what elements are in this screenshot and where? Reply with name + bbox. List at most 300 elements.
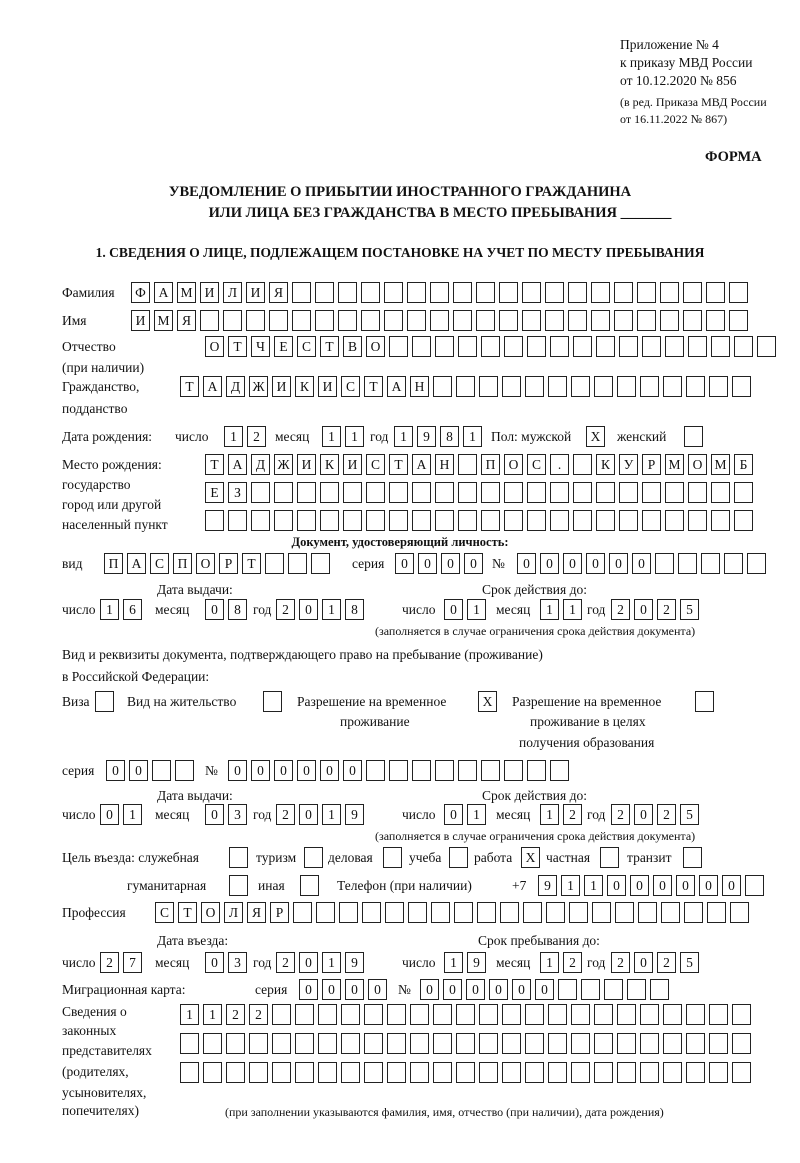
char-box[interactable]: 2 — [276, 599, 295, 620]
char-box[interactable]: 0 — [129, 760, 148, 781]
char-box[interactable]: С — [366, 454, 385, 475]
char-box[interactable] — [684, 426, 703, 447]
char-box[interactable] — [95, 691, 114, 712]
char-box[interactable] — [550, 482, 569, 503]
char-box[interactable] — [678, 553, 697, 574]
char-box[interactable]: З — [228, 482, 247, 503]
char-box[interactable] — [642, 510, 661, 531]
char-box[interactable]: 5 — [680, 952, 699, 973]
char-box[interactable]: 0 — [420, 979, 439, 1000]
char-box[interactable] — [592, 902, 611, 923]
char-box[interactable] — [343, 482, 362, 503]
char-box[interactable]: 0 — [634, 599, 653, 620]
char-box[interactable] — [502, 1004, 521, 1025]
char-box[interactable] — [269, 310, 288, 331]
char-box[interactable] — [502, 1062, 521, 1083]
char-box[interactable]: 3 — [228, 952, 247, 973]
char-box[interactable] — [569, 902, 588, 923]
char-box[interactable] — [412, 336, 431, 357]
char-box[interactable] — [709, 1062, 728, 1083]
char-box[interactable] — [458, 336, 477, 357]
char-box[interactable] — [523, 902, 542, 923]
char-box[interactable] — [732, 376, 751, 397]
char-box[interactable] — [637, 282, 656, 303]
char-box[interactable] — [223, 310, 242, 331]
char-box[interactable] — [384, 310, 403, 331]
char-box[interactable]: 2 — [226, 1004, 245, 1025]
char-box[interactable]: А — [387, 376, 406, 397]
char-box[interactable] — [430, 282, 449, 303]
char-box[interactable] — [304, 847, 323, 868]
char-box[interactable]: 2 — [249, 1004, 268, 1025]
char-box[interactable] — [383, 847, 402, 868]
char-box[interactable] — [456, 376, 475, 397]
char-box[interactable] — [479, 376, 498, 397]
char-box[interactable] — [525, 1062, 544, 1083]
char-box[interactable]: 2 — [657, 599, 676, 620]
char-box[interactable]: 1 — [540, 952, 559, 973]
char-box[interactable] — [663, 1004, 682, 1025]
char-box[interactable]: Т — [389, 454, 408, 475]
char-box[interactable] — [683, 282, 702, 303]
char-box[interactable] — [548, 1004, 567, 1025]
char-box[interactable]: 2 — [611, 804, 630, 825]
char-box[interactable] — [338, 282, 357, 303]
char-box[interactable] — [318, 1062, 337, 1083]
char-box[interactable] — [594, 1062, 613, 1083]
char-box[interactable] — [732, 1062, 751, 1083]
char-box[interactable]: П — [173, 553, 192, 574]
char-box[interactable] — [430, 310, 449, 331]
char-box[interactable] — [481, 510, 500, 531]
char-box[interactable] — [594, 376, 613, 397]
char-box[interactable] — [525, 376, 544, 397]
char-box[interactable] — [591, 282, 610, 303]
char-box[interactable] — [180, 1062, 199, 1083]
char-box[interactable] — [361, 282, 380, 303]
char-box[interactable]: П — [104, 553, 123, 574]
char-box[interactable] — [481, 482, 500, 503]
char-box[interactable]: 9 — [345, 952, 364, 973]
char-box[interactable]: 2 — [247, 426, 266, 447]
char-box[interactable] — [502, 376, 521, 397]
char-box[interactable]: 0 — [343, 760, 362, 781]
char-box[interactable] — [364, 1004, 383, 1025]
char-box[interactable] — [663, 1033, 682, 1054]
char-box[interactable] — [315, 310, 334, 331]
char-box[interactable] — [316, 902, 335, 923]
char-box[interactable]: И — [131, 310, 150, 331]
char-box[interactable] — [640, 1004, 659, 1025]
char-box[interactable] — [362, 902, 381, 923]
char-box[interactable] — [458, 510, 477, 531]
char-box[interactable]: О — [205, 336, 224, 357]
char-box[interactable] — [226, 1062, 245, 1083]
char-box[interactable] — [454, 902, 473, 923]
char-box[interactable] — [315, 282, 334, 303]
char-box[interactable] — [732, 1033, 751, 1054]
char-box[interactable]: Т — [178, 902, 197, 923]
char-box[interactable] — [709, 1004, 728, 1025]
char-box[interactable] — [311, 553, 330, 574]
char-box[interactable] — [338, 310, 357, 331]
char-box[interactable]: 1 — [203, 1004, 222, 1025]
char-box[interactable]: 1 — [444, 952, 463, 973]
char-box[interactable]: Ж — [249, 376, 268, 397]
char-box[interactable] — [637, 310, 656, 331]
char-box[interactable] — [638, 902, 657, 923]
char-box[interactable] — [180, 1033, 199, 1054]
char-box[interactable] — [640, 1033, 659, 1054]
char-box[interactable] — [200, 310, 219, 331]
char-box[interactable]: Н — [435, 454, 454, 475]
char-box[interactable] — [522, 310, 541, 331]
char-box[interactable]: 0 — [444, 804, 463, 825]
char-box[interactable] — [435, 482, 454, 503]
char-box[interactable] — [435, 336, 454, 357]
char-box[interactable]: А — [154, 282, 173, 303]
char-box[interactable] — [663, 1062, 682, 1083]
char-box[interactable]: X — [586, 426, 605, 447]
char-box[interactable]: А — [127, 553, 146, 574]
char-box[interactable] — [686, 1062, 705, 1083]
char-box[interactable] — [745, 875, 764, 896]
char-box[interactable] — [175, 760, 194, 781]
char-box[interactable] — [384, 282, 403, 303]
char-box[interactable] — [573, 336, 592, 357]
char-box[interactable]: И — [297, 454, 316, 475]
char-box[interactable]: 1 — [123, 804, 142, 825]
char-box[interactable]: 1 — [224, 426, 243, 447]
char-box[interactable] — [571, 1033, 590, 1054]
char-box[interactable] — [265, 553, 284, 574]
char-box[interactable] — [410, 1062, 429, 1083]
char-box[interactable] — [688, 510, 707, 531]
char-box[interactable]: 1 — [540, 804, 559, 825]
char-box[interactable]: 8 — [345, 599, 364, 620]
char-box[interactable]: 0 — [299, 804, 318, 825]
char-box[interactable] — [683, 847, 702, 868]
char-box[interactable]: 1 — [322, 804, 341, 825]
char-box[interactable]: И — [272, 376, 291, 397]
char-box[interactable] — [453, 282, 472, 303]
char-box[interactable]: 1 — [322, 599, 341, 620]
char-box[interactable] — [389, 510, 408, 531]
char-box[interactable]: 1 — [100, 599, 119, 620]
char-box[interactable] — [407, 282, 426, 303]
char-box[interactable]: 9 — [538, 875, 557, 896]
char-box[interactable]: М — [177, 282, 196, 303]
char-box[interactable] — [734, 510, 753, 531]
char-box[interactable]: 0 — [540, 553, 559, 574]
char-box[interactable]: С — [297, 336, 316, 357]
char-box[interactable] — [476, 310, 495, 331]
char-box[interactable] — [481, 760, 500, 781]
char-box[interactable]: 8 — [440, 426, 459, 447]
char-box[interactable] — [385, 902, 404, 923]
char-box[interactable]: С — [527, 454, 546, 475]
char-box[interactable] — [701, 553, 720, 574]
char-box[interactable]: 2 — [276, 952, 295, 973]
char-box[interactable] — [481, 336, 500, 357]
char-box[interactable] — [431, 902, 450, 923]
char-box[interactable]: 2 — [611, 599, 630, 620]
char-box[interactable] — [364, 1062, 383, 1083]
char-box[interactable]: О — [688, 454, 707, 475]
char-box[interactable]: С — [155, 902, 174, 923]
char-box[interactable] — [732, 1004, 751, 1025]
char-box[interactable] — [433, 1033, 452, 1054]
char-box[interactable] — [288, 553, 307, 574]
char-box[interactable]: Т — [242, 553, 261, 574]
char-box[interactable]: А — [228, 454, 247, 475]
char-box[interactable]: К — [596, 454, 615, 475]
char-box[interactable] — [246, 310, 265, 331]
char-box[interactable] — [456, 1062, 475, 1083]
char-box[interactable] — [545, 310, 564, 331]
char-box[interactable] — [684, 902, 703, 923]
char-box[interactable]: С — [150, 553, 169, 574]
char-box[interactable] — [757, 336, 776, 357]
char-box[interactable]: 5 — [680, 804, 699, 825]
char-box[interactable] — [479, 1004, 498, 1025]
char-box[interactable]: 0 — [466, 979, 485, 1000]
char-box[interactable]: И — [318, 376, 337, 397]
char-box[interactable] — [548, 1062, 567, 1083]
char-box[interactable]: 1 — [463, 426, 482, 447]
char-box[interactable] — [453, 310, 472, 331]
char-box[interactable] — [341, 1033, 360, 1054]
char-box[interactable] — [527, 510, 546, 531]
char-box[interactable]: 0 — [368, 979, 387, 1000]
char-box[interactable]: 0 — [299, 979, 318, 1000]
char-box[interactable]: 0 — [100, 804, 119, 825]
char-box[interactable] — [706, 282, 725, 303]
char-box[interactable] — [272, 1033, 291, 1054]
char-box[interactable]: Л — [224, 902, 243, 923]
char-box[interactable]: 1 — [180, 1004, 199, 1025]
char-box[interactable] — [364, 1033, 383, 1054]
char-box[interactable] — [571, 1004, 590, 1025]
char-box[interactable] — [709, 1033, 728, 1054]
char-box[interactable]: 2 — [657, 952, 676, 973]
char-box[interactable] — [456, 1033, 475, 1054]
char-box[interactable]: У — [619, 454, 638, 475]
char-box[interactable]: О — [366, 336, 385, 357]
char-box[interactable] — [226, 1033, 245, 1054]
char-box[interactable]: Т — [205, 454, 224, 475]
char-box[interactable]: X — [521, 847, 540, 868]
char-box[interactable] — [596, 510, 615, 531]
char-box[interactable] — [205, 510, 224, 531]
char-box[interactable] — [686, 1004, 705, 1025]
char-box[interactable]: 0 — [395, 553, 414, 574]
char-box[interactable]: 7 — [123, 952, 142, 973]
char-box[interactable] — [499, 310, 518, 331]
char-box[interactable]: Т — [180, 376, 199, 397]
char-box[interactable] — [571, 1062, 590, 1083]
char-box[interactable]: Т — [364, 376, 383, 397]
char-box[interactable]: 0 — [418, 553, 437, 574]
char-box[interactable] — [274, 510, 293, 531]
char-box[interactable] — [433, 376, 452, 397]
char-box[interactable]: 2 — [276, 804, 295, 825]
char-box[interactable] — [251, 510, 270, 531]
char-box[interactable]: О — [504, 454, 523, 475]
char-box[interactable]: И — [200, 282, 219, 303]
char-box[interactable]: 1 — [584, 875, 603, 896]
char-box[interactable]: 0 — [106, 760, 125, 781]
char-box[interactable]: 1 — [540, 599, 559, 620]
char-box[interactable]: 0 — [535, 979, 554, 1000]
char-box[interactable] — [263, 691, 282, 712]
char-box[interactable]: 0 — [699, 875, 718, 896]
char-box[interactable]: Б — [734, 454, 753, 475]
char-box[interactable] — [229, 875, 248, 896]
char-box[interactable]: 2 — [563, 952, 582, 973]
char-box[interactable] — [550, 760, 569, 781]
char-box[interactable] — [711, 510, 730, 531]
char-box[interactable]: 9 — [417, 426, 436, 447]
char-box[interactable]: Я — [269, 282, 288, 303]
char-box[interactable] — [458, 760, 477, 781]
char-box[interactable]: 0 — [251, 760, 270, 781]
char-box[interactable] — [709, 376, 728, 397]
char-box[interactable] — [435, 510, 454, 531]
char-box[interactable] — [361, 310, 380, 331]
char-box[interactable]: 0 — [489, 979, 508, 1000]
char-box[interactable] — [389, 482, 408, 503]
char-box[interactable] — [387, 1004, 406, 1025]
char-box[interactable] — [479, 1062, 498, 1083]
char-box[interactable] — [550, 510, 569, 531]
char-box[interactable] — [203, 1062, 222, 1083]
char-box[interactable] — [435, 760, 454, 781]
char-box[interactable]: 9 — [467, 952, 486, 973]
char-box[interactable] — [724, 553, 743, 574]
char-box[interactable] — [341, 1062, 360, 1083]
char-box[interactable] — [499, 282, 518, 303]
char-box[interactable]: Р — [642, 454, 661, 475]
char-box[interactable] — [412, 760, 431, 781]
char-box[interactable] — [456, 1004, 475, 1025]
char-box[interactable] — [525, 1004, 544, 1025]
char-box[interactable] — [548, 376, 567, 397]
char-box[interactable] — [642, 336, 661, 357]
char-box[interactable]: 1 — [322, 952, 341, 973]
char-box[interactable] — [627, 979, 646, 1000]
char-box[interactable]: 0 — [517, 553, 536, 574]
char-box[interactable] — [619, 482, 638, 503]
char-box[interactable] — [734, 482, 753, 503]
char-box[interactable]: 0 — [607, 875, 626, 896]
char-box[interactable] — [688, 482, 707, 503]
char-box[interactable] — [433, 1004, 452, 1025]
char-box[interactable]: 0 — [634, 952, 653, 973]
char-box[interactable]: О — [196, 553, 215, 574]
char-box[interactable]: Т — [320, 336, 339, 357]
char-box[interactable] — [318, 1033, 337, 1054]
char-box[interactable]: С — [341, 376, 360, 397]
char-box[interactable] — [600, 847, 619, 868]
char-box[interactable]: 1 — [561, 875, 580, 896]
char-box[interactable]: Н — [410, 376, 429, 397]
char-box[interactable] — [596, 482, 615, 503]
char-box[interactable] — [665, 510, 684, 531]
char-box[interactable]: И — [343, 454, 362, 475]
char-box[interactable]: 8 — [228, 599, 247, 620]
char-box[interactable]: 0 — [297, 760, 316, 781]
char-box[interactable]: 0 — [320, 760, 339, 781]
char-box[interactable]: 1 — [345, 426, 364, 447]
char-box[interactable]: Л — [223, 282, 242, 303]
char-box[interactable] — [366, 510, 385, 531]
char-box[interactable]: 0 — [299, 599, 318, 620]
char-box[interactable]: К — [295, 376, 314, 397]
char-box[interactable] — [665, 336, 684, 357]
char-box[interactable]: 0 — [444, 599, 463, 620]
char-box[interactable] — [568, 310, 587, 331]
char-box[interactable]: М — [665, 454, 684, 475]
char-box[interactable]: 0 — [630, 875, 649, 896]
char-box[interactable] — [573, 482, 592, 503]
char-box[interactable] — [525, 1033, 544, 1054]
char-box[interactable] — [711, 336, 730, 357]
char-box[interactable]: 2 — [100, 952, 119, 973]
char-box[interactable] — [730, 902, 749, 923]
char-box[interactable] — [640, 1062, 659, 1083]
char-box[interactable]: 0 — [322, 979, 341, 1000]
char-box[interactable] — [504, 336, 523, 357]
char-box[interactable]: М — [711, 454, 730, 475]
char-box[interactable] — [389, 760, 408, 781]
char-box[interactable] — [249, 1062, 268, 1083]
char-box[interactable]: 0 — [205, 804, 224, 825]
char-box[interactable]: 0 — [464, 553, 483, 574]
char-box[interactable] — [568, 282, 587, 303]
char-box[interactable]: 5 — [680, 599, 699, 620]
char-box[interactable] — [617, 376, 636, 397]
char-box[interactable] — [591, 310, 610, 331]
char-box[interactable]: К — [320, 454, 339, 475]
char-box[interactable] — [614, 282, 633, 303]
char-box[interactable] — [292, 310, 311, 331]
char-box[interactable] — [412, 482, 431, 503]
char-box[interactable] — [686, 1033, 705, 1054]
char-box[interactable]: 0 — [205, 952, 224, 973]
char-box[interactable] — [707, 902, 726, 923]
char-box[interactable]: Р — [270, 902, 289, 923]
char-box[interactable] — [545, 282, 564, 303]
char-box[interactable] — [410, 1004, 429, 1025]
char-box[interactable] — [387, 1062, 406, 1083]
char-box[interactable] — [527, 336, 546, 357]
char-box[interactable] — [251, 482, 270, 503]
char-box[interactable]: 1 — [563, 599, 582, 620]
char-box[interactable]: 0 — [653, 875, 672, 896]
char-box[interactable] — [343, 510, 362, 531]
char-box[interactable]: А — [203, 376, 222, 397]
char-box[interactable]: 0 — [609, 553, 628, 574]
char-box[interactable] — [228, 510, 247, 531]
char-box[interactable] — [339, 902, 358, 923]
char-box[interactable]: Е — [205, 482, 224, 503]
char-box[interactable] — [619, 510, 638, 531]
char-box[interactable] — [272, 1004, 291, 1025]
char-box[interactable] — [558, 979, 577, 1000]
char-box[interactable] — [660, 310, 679, 331]
char-box[interactable] — [522, 282, 541, 303]
